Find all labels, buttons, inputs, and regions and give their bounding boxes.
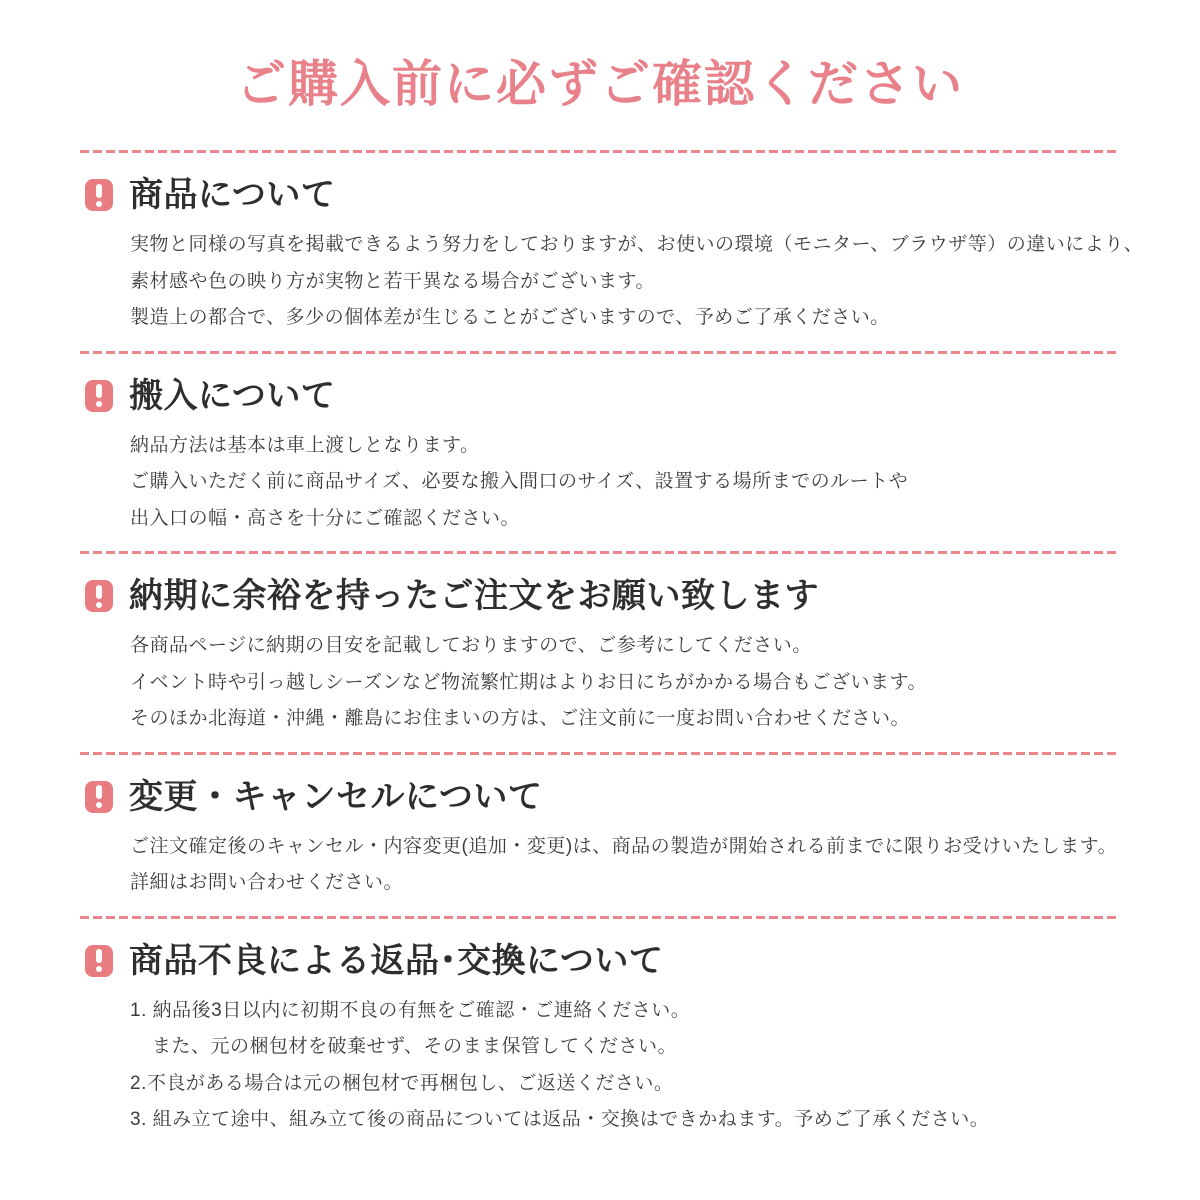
exclamation-bar	[96, 184, 102, 198]
section-body	[130, 628, 1120, 738]
exclamation-icon	[85, 380, 113, 412]
exclamation-bar	[96, 585, 102, 599]
body-line: ご注文確定後のキャンセル・内容変更(追加・変更)は、商品の製造が開始される前までに限りお受けいたします。	[130, 835, 1118, 857]
exclamation-dot	[96, 802, 102, 808]
page-title: ご購入前に必ずご確認ください	[236, 56, 964, 112]
section-header	[85, 777, 1120, 817]
section-return-exchange	[80, 919, 1120, 1153]
section-body	[130, 227, 1144, 337]
section-body	[130, 428, 1120, 538]
body-line: 各商品ページに納期の目安を記載しておりますので、ご参考にしてください。	[130, 635, 812, 656]
section-order-leadtime	[80, 554, 1120, 752]
body-line: 3. 組み立て途中、組み立て後の商品については返品・交換はできかねます。予めご了承ください。	[130, 1109, 990, 1130]
section-header	[85, 376, 1120, 416]
section-change-cancel	[80, 755, 1120, 916]
section-body	[130, 829, 1120, 902]
exclamation-icon	[85, 179, 113, 211]
exclamation-dot	[96, 966, 102, 972]
body-line: 素材感や色の映り方が実物と若干異なる場合がございます。	[130, 270, 655, 292]
section-heading: 商品について	[129, 176, 336, 214]
exclamation-bar	[96, 384, 102, 398]
body-line: 実物と同様の写真を掲載できるよう努力をしておりますが、お使いの環境（モニター、ブラウザ等）の違いにより、	[130, 234, 1144, 255]
exclamation-bar	[96, 949, 102, 963]
body-line: そのほか北海道・沖縄・離島にお住まいの方は、ご注文前に一度お問い合わせください。	[130, 708, 911, 729]
body-line: 納品方法は基本は車上渡しとなります。	[130, 434, 480, 456]
section-heading: 搬入について	[129, 376, 336, 415]
exclamation-icon	[85, 781, 113, 813]
body-line: また、元の梱包材を破棄せず、そのまま保管してください。	[152, 1036, 677, 1057]
section-header	[85, 576, 1120, 616]
body-line: イベント時や引っ越しシーズンなど物流繁忙期はよりお日にちがかかる場合もございます。	[130, 671, 928, 693]
body-line: 製造上の都合で、多少の個体差が生じることがございますので、予めご了承ください。	[130, 307, 890, 328]
section-about-product	[80, 153, 1144, 351]
body-line: 2.不良がある場合は元の梱包材で再梱包し、ご返送ください。	[130, 1072, 674, 1094]
body-line: 出入口の幅・高さを十分にご確認ください。	[130, 507, 521, 529]
body-line: 詳細はお問い合わせください。	[130, 872, 404, 893]
body-line: 1. 納品後3日以内に初期不良の有無をご確認・ご連絡ください。	[130, 999, 691, 1021]
section-heading: 商品不良による返品･交換について	[129, 941, 664, 980]
section-heading: 納期に余裕を持ったご注文をお願い致します	[129, 577, 819, 615]
section-header	[85, 941, 1120, 981]
section-about-delivery	[80, 354, 1120, 552]
exclamation-icon	[85, 580, 113, 612]
exclamation-icon	[85, 945, 113, 977]
section-heading: 変更・キャンセルについて	[129, 777, 543, 816]
exclamation-dot	[96, 602, 102, 608]
exclamation-dot	[96, 201, 102, 207]
body-line: ご購入いただく前に商品サイズ、必要な搬入間口のサイズ、設置する場所までのルートや	[130, 471, 909, 492]
section-header	[85, 175, 1120, 215]
section-body	[130, 993, 1120, 1139]
exclamation-dot	[96, 401, 102, 407]
purchase-notice-page	[0, 54, 1200, 1200]
exclamation-bar	[96, 785, 102, 799]
